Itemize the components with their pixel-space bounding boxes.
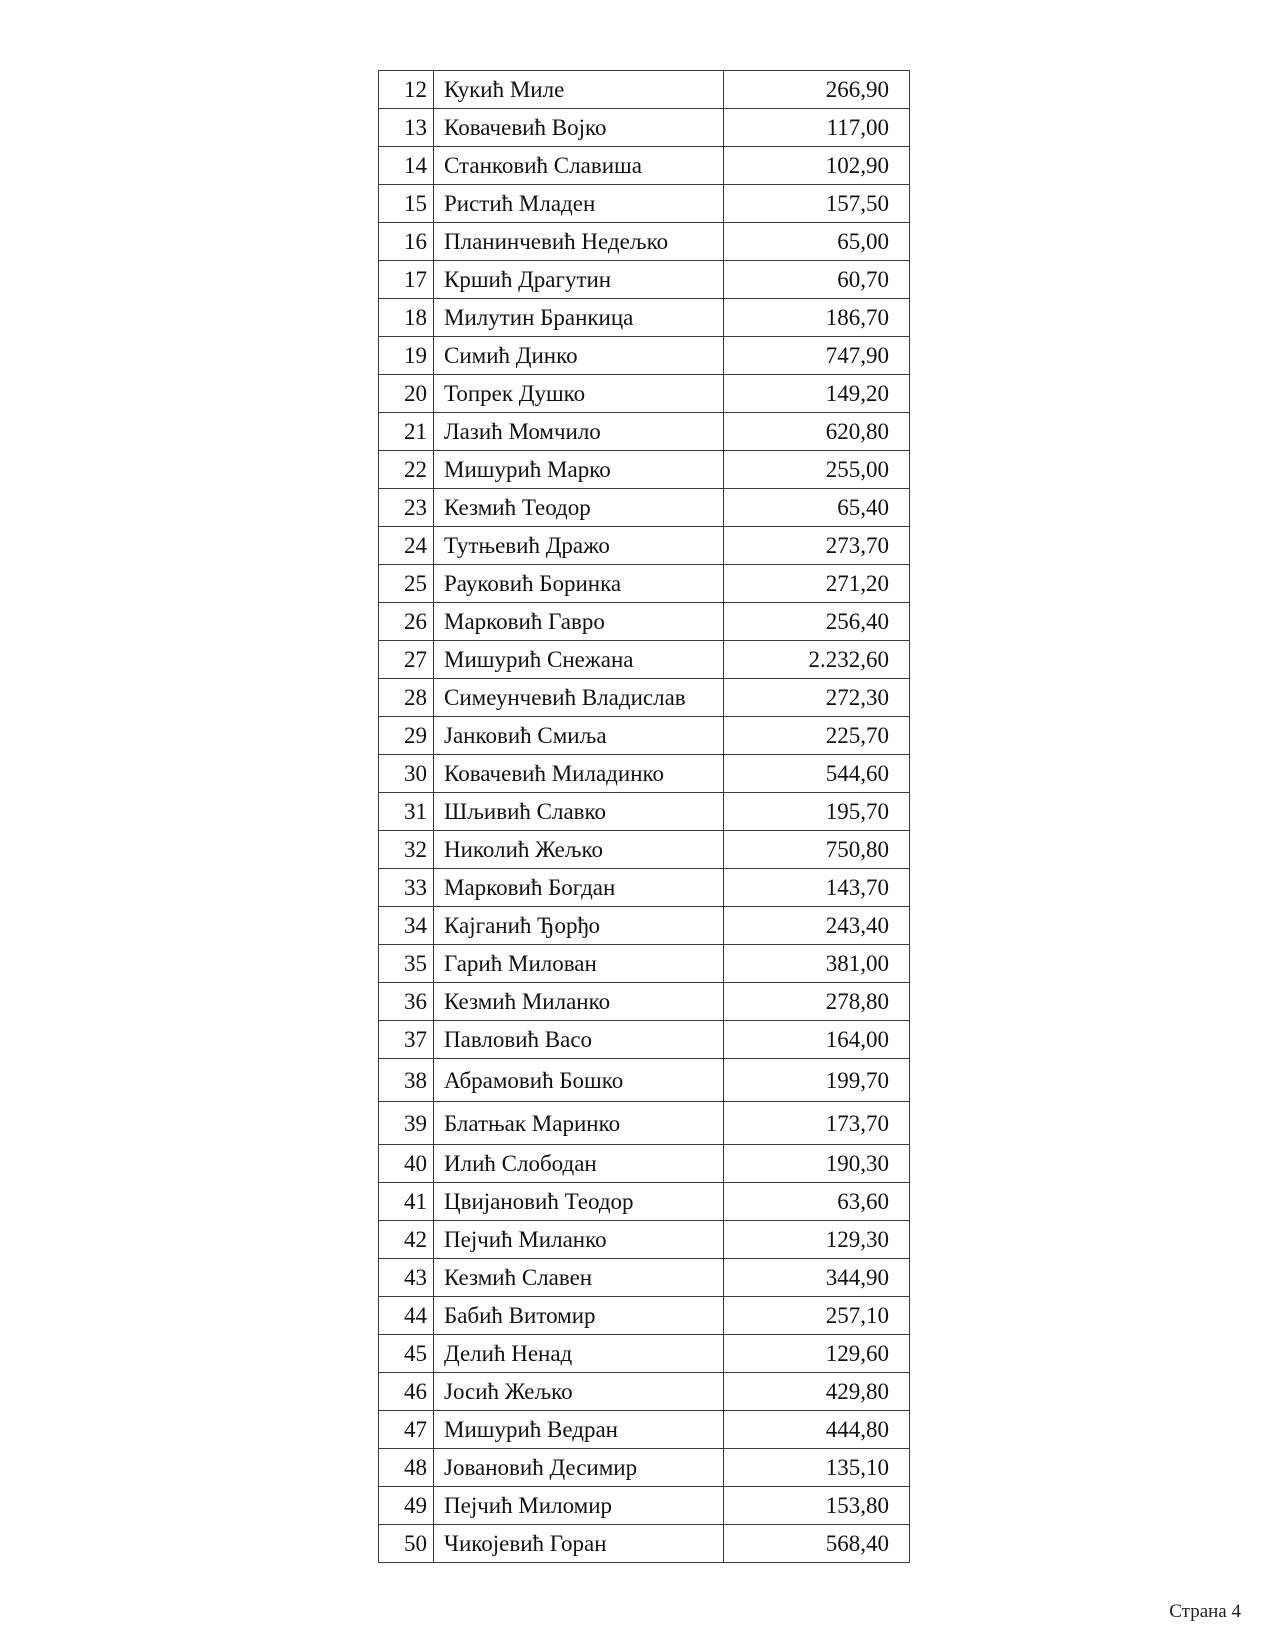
person-name: Делић Ненад (434, 1335, 724, 1373)
table-row (379, 1102, 910, 1145)
table-row (379, 1373, 910, 1411)
row-number: 28 (379, 679, 434, 717)
person-name: Јанковић Смиља (434, 717, 724, 755)
table-row (379, 1221, 910, 1259)
table-row (379, 337, 910, 375)
row-number: 21 (379, 413, 434, 451)
person-name: Шљивић Славко (434, 793, 724, 831)
person-name: Ковачевић Миладинко (434, 755, 724, 793)
person-name: Рауковић Боринка (434, 565, 724, 603)
amount: 135,10 (724, 1449, 910, 1487)
amount: 63,60 (724, 1183, 910, 1221)
row-number: 24 (379, 527, 434, 565)
table-row (379, 109, 910, 147)
table-row (379, 451, 910, 489)
row-number: 43 (379, 1259, 434, 1297)
person-name: Павловић Васо (434, 1021, 724, 1059)
table-row (379, 223, 910, 261)
row-number: 23 (379, 489, 434, 527)
table-row (379, 1297, 910, 1335)
amount: 129,60 (724, 1335, 910, 1373)
row-number: 50 (379, 1525, 434, 1563)
amount: 257,10 (724, 1297, 910, 1335)
amount: 344,90 (724, 1259, 910, 1297)
amount: 747,90 (724, 337, 910, 375)
table-row (379, 299, 910, 337)
row-number: 31 (379, 793, 434, 831)
person-name: Кезмић Славен (434, 1259, 724, 1297)
person-name: Лазић Момчило (434, 413, 724, 451)
amount: 255,00 (724, 451, 910, 489)
table-row (379, 1183, 910, 1221)
table-row (379, 1021, 910, 1059)
payment-table (378, 70, 910, 1563)
person-name: Мишурић Марко (434, 451, 724, 489)
row-number: 40 (379, 1145, 434, 1183)
page-number: Страна 4 (1169, 1601, 1241, 1622)
person-name: Кукић Миле (434, 71, 724, 109)
table-row (379, 793, 910, 831)
amount: 429,80 (724, 1373, 910, 1411)
row-number: 48 (379, 1449, 434, 1487)
amount: 273,70 (724, 527, 910, 565)
row-number: 34 (379, 907, 434, 945)
amount: 2.232,60 (724, 641, 910, 679)
row-number: 26 (379, 603, 434, 641)
table-row (379, 375, 910, 413)
amount: 271,20 (724, 565, 910, 603)
row-number: 47 (379, 1411, 434, 1449)
person-name: Марковић Богдан (434, 869, 724, 907)
row-number: 39 (379, 1102, 434, 1145)
table-row (379, 413, 910, 451)
amount: 272,30 (724, 679, 910, 717)
row-number: 14 (379, 147, 434, 185)
row-number: 27 (379, 641, 434, 679)
amount: 243,40 (724, 907, 910, 945)
row-number: 35 (379, 945, 434, 983)
person-name: Топрек Душко (434, 375, 724, 413)
person-name: Абрамовић Бошко (434, 1059, 724, 1102)
amount: 153,80 (724, 1487, 910, 1525)
row-number: 25 (379, 565, 434, 603)
amount: 544,60 (724, 755, 910, 793)
row-number: 16 (379, 223, 434, 261)
amount: 266,90 (724, 71, 910, 109)
table-row (379, 1259, 910, 1297)
person-name: Јосић Жељко (434, 1373, 724, 1411)
table-row (379, 603, 910, 641)
table-row (379, 983, 910, 1021)
amount: 278,80 (724, 983, 910, 1021)
person-name: Симић Динко (434, 337, 724, 375)
person-name: Илић Слободан (434, 1145, 724, 1183)
table-row (379, 717, 910, 755)
person-name: Цвијановић Теодор (434, 1183, 724, 1221)
amount: 60,70 (724, 261, 910, 299)
table-row (379, 869, 910, 907)
person-name: Кезмић Теодор (434, 489, 724, 527)
amount: 186,70 (724, 299, 910, 337)
amount: 65,40 (724, 489, 910, 527)
amount: 190,30 (724, 1145, 910, 1183)
row-number: 44 (379, 1297, 434, 1335)
row-number: 18 (379, 299, 434, 337)
row-number: 19 (379, 337, 434, 375)
table-row (379, 1449, 910, 1487)
table-row (379, 261, 910, 299)
amount: 129,30 (724, 1221, 910, 1259)
row-number: 32 (379, 831, 434, 869)
row-number: 30 (379, 755, 434, 793)
person-name: Јовановић Десимир (434, 1449, 724, 1487)
row-number: 17 (379, 261, 434, 299)
amount: 157,50 (724, 185, 910, 223)
amount: 225,70 (724, 717, 910, 755)
person-name: Кајганић Ђорђо (434, 907, 724, 945)
amount: 568,40 (724, 1525, 910, 1563)
person-name: Симеунчевић Владислав (434, 679, 724, 717)
table-row (379, 1525, 910, 1563)
person-name: Гарић Милован (434, 945, 724, 983)
amount: 143,70 (724, 869, 910, 907)
amount: 149,20 (724, 375, 910, 413)
table-row (379, 755, 910, 793)
row-number: 42 (379, 1221, 434, 1259)
amount: 444,80 (724, 1411, 910, 1449)
person-name: Станковић Славиша (434, 147, 724, 185)
row-number: 12 (379, 71, 434, 109)
person-name: Ристић Младен (434, 185, 724, 223)
person-name: Кезмић Миланко (434, 983, 724, 1021)
table-row (379, 1335, 910, 1373)
row-number: 37 (379, 1021, 434, 1059)
table-row (379, 527, 910, 565)
person-name: Милутин Бранкица (434, 299, 724, 337)
table-row (379, 489, 910, 527)
row-number: 22 (379, 451, 434, 489)
row-number: 20 (379, 375, 434, 413)
table-row (379, 1487, 910, 1525)
amount: 750,80 (724, 831, 910, 869)
person-name: Мишурић Ведран (434, 1411, 724, 1449)
row-number: 46 (379, 1373, 434, 1411)
table-row (379, 565, 910, 603)
table-row (379, 147, 910, 185)
row-number: 49 (379, 1487, 434, 1525)
amount: 199,70 (724, 1059, 910, 1102)
table-row (379, 641, 910, 679)
row-number: 45 (379, 1335, 434, 1373)
row-number: 13 (379, 109, 434, 147)
table-row (379, 831, 910, 869)
person-name: Кршић Драгутин (434, 261, 724, 299)
person-name: Пејчић Миломир (434, 1487, 724, 1525)
amount: 256,40 (724, 603, 910, 641)
amount: 164,00 (724, 1021, 910, 1059)
amount: 65,00 (724, 223, 910, 261)
amount: 173,70 (724, 1102, 910, 1145)
amount: 195,70 (724, 793, 910, 831)
person-name: Блатњак Маринко (434, 1102, 724, 1145)
person-name: Николић Жељко (434, 831, 724, 869)
person-name: Бабић Витомир (434, 1297, 724, 1335)
table-row (379, 945, 910, 983)
row-number: 41 (379, 1183, 434, 1221)
person-name: Марковић Гавро (434, 603, 724, 641)
row-number: 29 (379, 717, 434, 755)
row-number: 33 (379, 869, 434, 907)
row-number: 15 (379, 185, 434, 223)
person-name: Тутњевић Дражо (434, 527, 724, 565)
table-row (379, 71, 910, 109)
payment-table-body (379, 71, 910, 1563)
person-name: Ковачевић Војко (434, 109, 724, 147)
table-row (379, 1059, 910, 1102)
amount: 102,90 (724, 147, 910, 185)
table-row (379, 1411, 910, 1449)
amount: 117,00 (724, 109, 910, 147)
person-name: Мишурић Снежана (434, 641, 724, 679)
person-name: Пејчић Миланко (434, 1221, 724, 1259)
row-number: 38 (379, 1059, 434, 1102)
table-row (379, 185, 910, 223)
table-row (379, 907, 910, 945)
table-row (379, 1145, 910, 1183)
table-row (379, 679, 910, 717)
person-name: Чикојевић Горан (434, 1525, 724, 1563)
row-number: 36 (379, 983, 434, 1021)
amount: 620,80 (724, 413, 910, 451)
amount: 381,00 (724, 945, 910, 983)
person-name: Планинчевић Недељко (434, 223, 724, 261)
